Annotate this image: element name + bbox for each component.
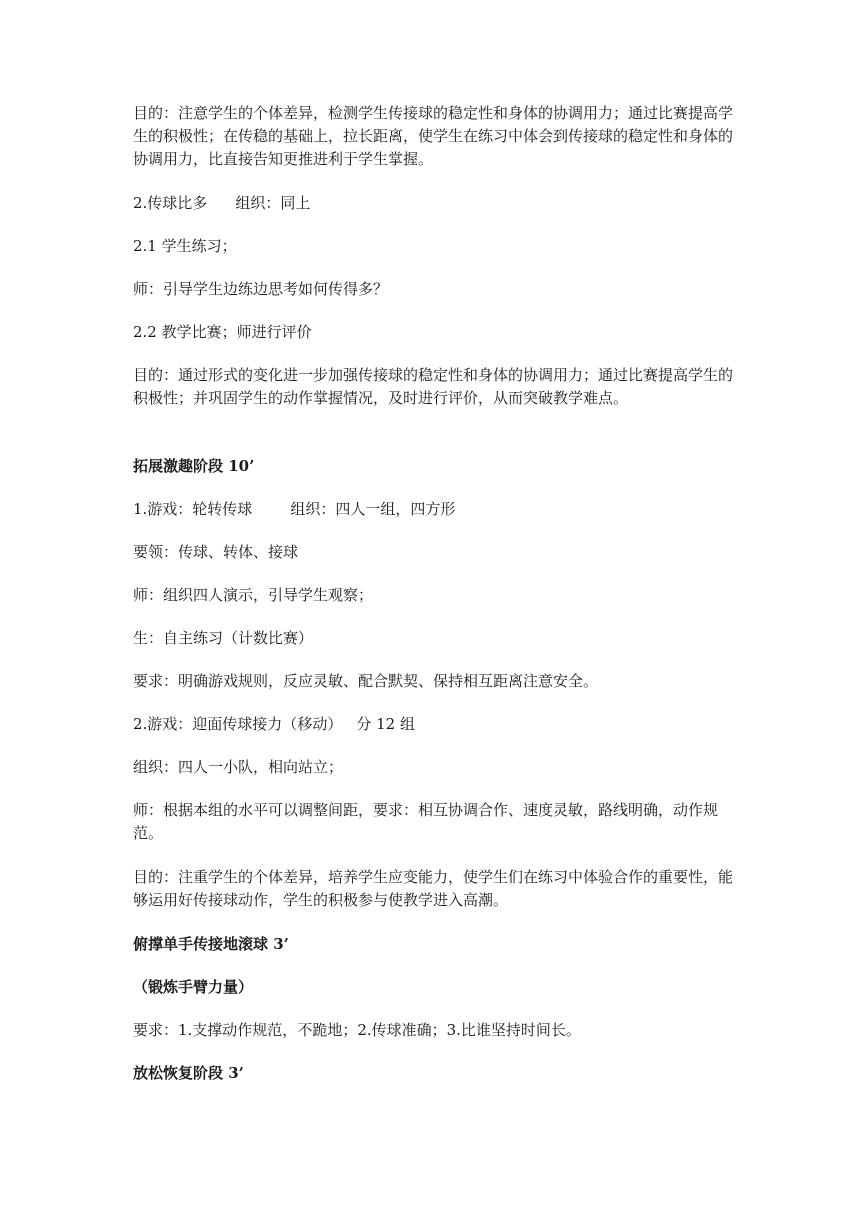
paragraph-teacher-demo: 师：组织四人演示，引导学生观察； bbox=[133, 586, 374, 604]
section-heading-recovery: 放松恢复阶段 3’ bbox=[133, 1064, 244, 1082]
game-relay-groups: 分 12 组 bbox=[356, 715, 415, 733]
game-rotation-organization: 组织：四人一组，四方形 bbox=[290, 500, 456, 518]
section-heading-pushup-pass: 俯撑单手传接地滚球 3’ bbox=[133, 935, 289, 953]
paragraph-game-relay bbox=[133, 713, 743, 736]
paragraph-organization: 组织：四人一小队，相向站立； bbox=[133, 758, 344, 776]
game-rotation-title: 1.游戏：轮转传球 bbox=[133, 500, 253, 518]
paragraph-student-self-practice: 生：自主练习（计数比赛） bbox=[133, 629, 314, 647]
section-heading-expansion: 拓展激趣阶段 10’ bbox=[133, 457, 255, 475]
paragraph-requirements-2: 要求：1.支撑动作规范，不跪地；2.传球准确；3.比谁坚持时间长。 bbox=[133, 1021, 581, 1039]
pass-count-title: 2.传球比多 bbox=[133, 194, 208, 212]
paragraph-key-points: 要领：传球、转体、接球 bbox=[133, 543, 299, 561]
paragraph-teacher-adjust: 师：根据本组的水平可以调整间距，要求：相互协调合作、速度灵敏，路线明确，动作规范。 bbox=[133, 801, 719, 842]
section-subheading-arm-strength: （锻炼手臂力量） bbox=[133, 978, 254, 996]
paragraph-teacher-guide: 师：引导学生边练边思考如何传得多？ bbox=[133, 280, 389, 298]
paragraph-teaching-match: 2.2 教学比赛；师进行评价 bbox=[133, 323, 312, 341]
game-relay-title: 2.游戏：迎面传球接力（移动） bbox=[133, 715, 343, 733]
paragraph-requirements-1: 要求：明确游戏规则，反应灵敏、配合默契、保持相互距离注意安全。 bbox=[133, 672, 599, 690]
pass-count-organization: 组织：同上 bbox=[235, 194, 311, 212]
paragraph-student-practice: 2.1 学生练习； bbox=[133, 237, 237, 255]
paragraph-game-rotation bbox=[133, 498, 743, 521]
paragraph-purpose-3: 目的：注重学生的个体差异，培养学生应变能力，使学生们在练习中体验合作的重要性，能够运用好传接球动作，学生的积极参与使教学进入高潮。 bbox=[133, 868, 734, 909]
paragraph-pass-count bbox=[133, 192, 743, 215]
paragraph-purpose-1: 目的：注意学生的个体差异，检测学生传接球的稳定性和身体的协调用力；通过比赛提高学生的积极性；在传稳的基础上，拉长距离，使学生在练习中体会到传接球的稳定性和身体的协调用力，比直接告知更推进利于学生掌握。 bbox=[133, 104, 734, 168]
paragraph-purpose-2: 目的：通过形式的变化进一步加强传接球的稳定性和身体的协调用力；通过比赛提高学生的积极性；并巩固学生的动作掌握情况，及时进行评价，从而突破教学难点。 bbox=[133, 366, 734, 407]
